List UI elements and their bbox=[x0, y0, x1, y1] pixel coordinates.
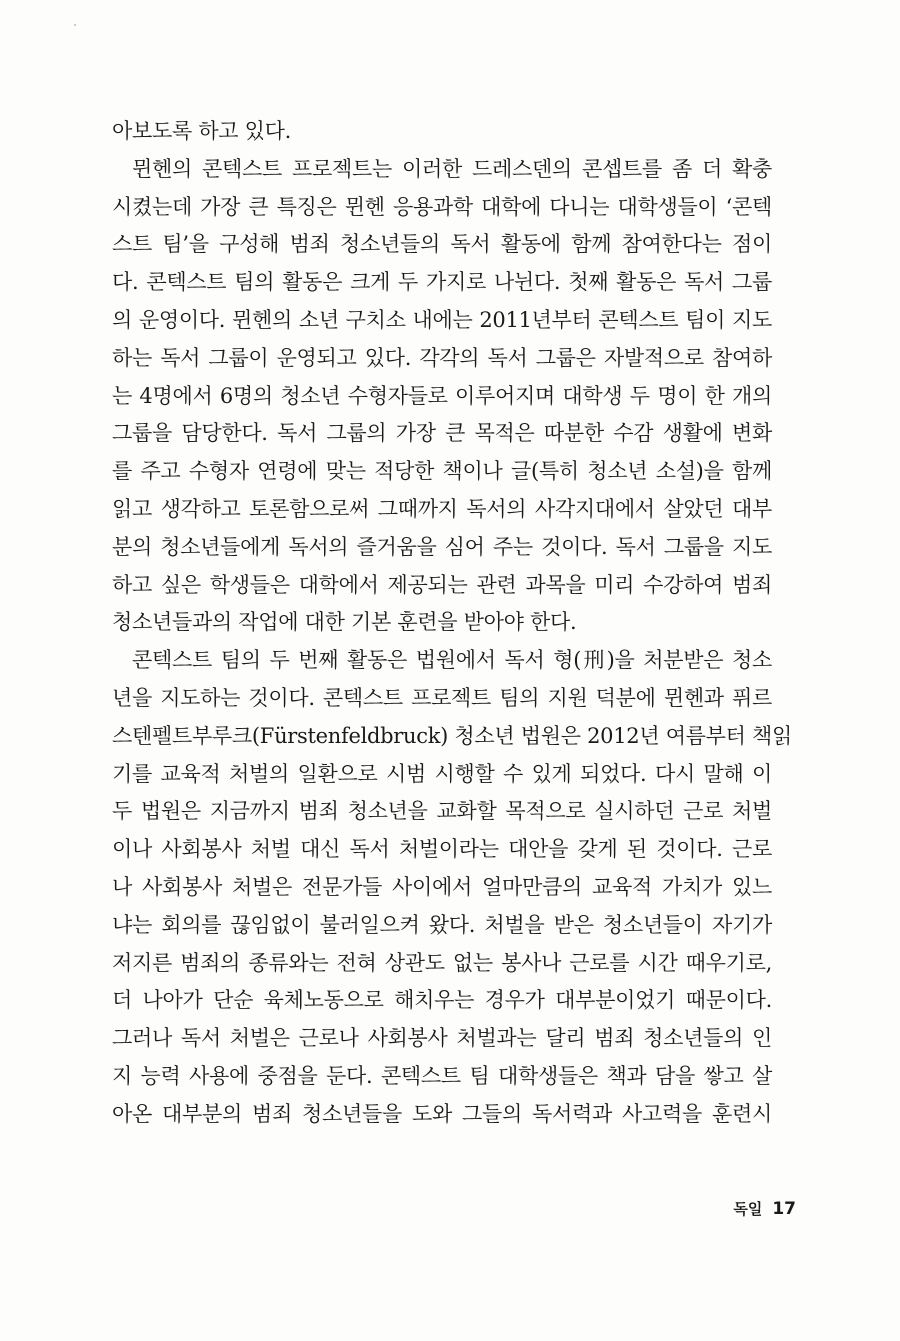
text-line: 스트 팀’을 구성해 범죄 청소년들의 독서 활동에 함께 참여한다는 점이 bbox=[112, 232, 772, 257]
page-footer bbox=[733, 1198, 796, 1219]
text-line: 읽고 생각하고 토론함으로써 그때까지 독서의 사각지대에서 살았던 대부 bbox=[112, 496, 772, 521]
text-line: 두 법원은 지금까지 범죄 청소년을 교화할 목적으로 실시하던 근로 처벌 bbox=[112, 799, 772, 824]
text-line: 콘텍스트 팀의 두 번째 활동은 법원에서 독서 형(刑)을 처분받은 청소 bbox=[132, 648, 772, 673]
text-line: 냐는 회의를 끊임없이 불러일으켜 왔다. 처벌을 받은 청소년들이 자기가 bbox=[112, 912, 772, 937]
text-line: 하는 독서 그룹이 운영되고 있다. 각각의 독서 그룹은 자발적으로 참여하 bbox=[112, 345, 772, 370]
text-line: 나 사회봉사 처벌은 전문가들 사이에서 얼마만큼의 교육적 가치가 있느 bbox=[112, 874, 772, 899]
text-line: 이나 사회봉사 처벌 대신 독서 처벌이라는 대안을 갖게 된 것이다. 근로 bbox=[112, 837, 772, 862]
text-line: 의 운영이다. 뮌헨의 소년 구치소 내에는 2011년부터 콘텍스트 팀이 지도 bbox=[112, 307, 772, 332]
text-line: 뮌헨의 콘텍스트 프로젝트는 이러한 드레스덴의 콘셉트를 좀 더 확충 bbox=[132, 156, 772, 181]
text-line: 아온 대부분의 범죄 청소년들을 도와 그들의 독서력과 사고력을 훈련시 bbox=[112, 1101, 772, 1126]
page-number: 17 bbox=[772, 1199, 796, 1219]
text-line: 다. 콘텍스트 팀의 활동은 크게 두 가지로 나뉜다. 첫째 활동은 독서 그룹 bbox=[112, 270, 772, 295]
text-line: 지 능력 사용에 중점을 둔다. 콘텍스트 팀 대학생들은 책과 담을 쌓고 살 bbox=[112, 1063, 772, 1088]
chapter-title: 독일 bbox=[733, 1200, 763, 1218]
text-line: 는 4명에서 6명의 청소년 수형자들로 이루어지며 대학생 두 명이 한 개의 bbox=[112, 383, 772, 408]
text-line: 하고 싶은 학생들은 대학에서 제공되는 관련 과목을 미리 수강하여 범죄 bbox=[112, 572, 772, 597]
scan-speck bbox=[74, 24, 76, 26]
text-line: 청소년들과의 작업에 대한 기본 훈련을 받아야 한다. bbox=[112, 610, 577, 635]
text-line: 기를 교육적 처벌의 일환으로 시범 시행할 수 있게 되었다. 다시 말해 이 bbox=[112, 761, 772, 786]
text-line: 그룹을 담당한다. 독서 그룹의 가장 큰 목적은 따분한 수감 생활에 변화 bbox=[112, 421, 772, 446]
text-line: 스텐펠트부루크(Fürstenfeldbruck) 청소년 법원은 2012년 여름부터 책읽 bbox=[112, 723, 792, 748]
text-line: 저지른 범죄의 종류와는 전혀 상관도 없는 봉사나 근로를 시간 때우기로, bbox=[112, 950, 772, 975]
text-line: 분의 청소년들에게 독서의 즐거움을 심어 주는 것이다. 독서 그룹을 지도 bbox=[112, 534, 772, 559]
body-text bbox=[112, 113, 792, 1134]
text-line: 더 나아가 단순 육체노동으로 해치우는 경우가 대부분이었기 때문이다. bbox=[112, 988, 772, 1013]
text-line: 년을 지도하는 것이다. 콘텍스트 프로젝트 팀의 지원 덕분에 뮌헨과 퓌르 bbox=[112, 685, 772, 710]
text-line: 그러나 독서 처벌은 근로나 사회봉사 처벌과는 달리 범죄 청소년들의 인 bbox=[112, 1026, 772, 1051]
text-line: 아보도록 하고 있다. bbox=[112, 119, 292, 143]
text-line: 시켰는데 가장 큰 특징은 뮌헨 응용과학 대학에 다니는 대학생들이 ‘콘텍 bbox=[112, 194, 772, 219]
text-line: 를 주고 수형자 연령에 맞는 적당한 책이나 글(특히 청소년 소설)을 함께 bbox=[112, 459, 772, 484]
